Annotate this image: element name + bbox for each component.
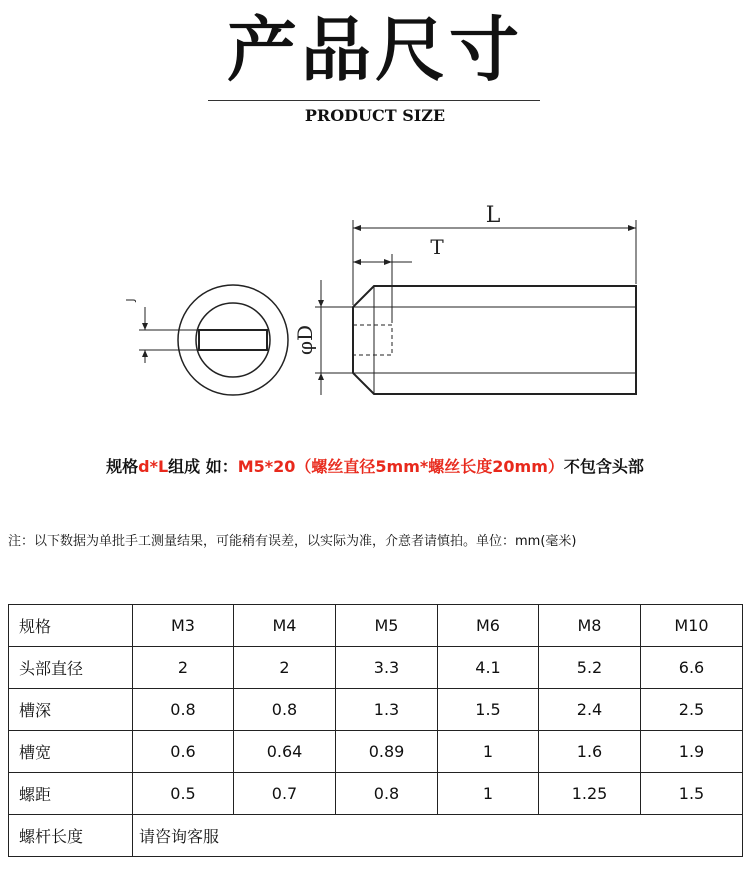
table-cell: 0.64 — [234, 731, 336, 773]
end-view-outer-circle — [178, 285, 288, 395]
table-row — [9, 689, 743, 731]
dimension-label-t: T — [430, 235, 444, 259]
dimension-label-j: J — [124, 298, 137, 302]
screw-dimension-diagram — [0, 190, 750, 410]
table-header-cell: M8 — [539, 605, 641, 647]
table-cell: 2.4 — [539, 689, 641, 731]
table-row — [9, 647, 743, 689]
table-header-row — [9, 605, 743, 647]
spec-code: d*L — [138, 457, 169, 476]
table-header-cell: M5 — [336, 605, 438, 647]
table-cell: 2 — [133, 647, 234, 689]
table-header-cell: M6 — [438, 605, 539, 647]
spec-middle: 组成 如： — [168, 457, 238, 476]
title-divider — [208, 100, 540, 101]
table-cell: 3.3 — [336, 647, 438, 689]
table-cell: 2.5 — [641, 689, 743, 731]
table-row-label: 螺距 — [9, 773, 133, 815]
table-cell: 1.5 — [438, 689, 539, 731]
dimension-label-d: φD — [293, 324, 317, 356]
table-header-cell: M4 — [234, 605, 336, 647]
table-cell: 1.25 — [539, 773, 641, 815]
spec-suffix: 不包含头部 — [563, 457, 644, 476]
side-view-outline — [353, 286, 636, 394]
table-row — [9, 773, 743, 815]
table-cell: 5.2 — [539, 647, 641, 689]
table-row — [9, 731, 743, 773]
table-cell: 0.5 — [133, 773, 234, 815]
table-cell: 1 — [438, 773, 539, 815]
spec-example: M5*20（螺丝直径5mm*螺丝长度20mm） — [237, 457, 564, 476]
table-cell: 4.1 — [438, 647, 539, 689]
page-title: 产品尺寸 — [227, 8, 523, 91]
table-cell: 1.6 — [539, 731, 641, 773]
table-cell: 0.6 — [133, 731, 234, 773]
table-cell: 0.8 — [133, 689, 234, 731]
page-subtitle: PRODUCT SIZE — [304, 106, 446, 125]
spec-format-line — [0, 456, 750, 478]
table-footer-row — [9, 815, 743, 857]
measurement-note: 注：以下数据为单批手工测量结果，可能稍有误差，以实际为准，介意者请慎拍。单位：mm(毫米) — [8, 534, 577, 549]
table-header-cell: M3 — [133, 605, 234, 647]
size-table — [8, 604, 743, 857]
table-cell: 0.8 — [234, 689, 336, 731]
table-header-cell: M10 — [641, 605, 743, 647]
table-cell: 0.8 — [336, 773, 438, 815]
table-row-label: 头部直径 — [9, 647, 133, 689]
table-cell: 6.6 — [641, 647, 743, 689]
end-view-slot — [199, 330, 267, 350]
table-cell: 2 — [234, 647, 336, 689]
end-view-inner-circle — [196, 303, 270, 377]
table-header-cell: 规格 — [9, 605, 133, 647]
table-cell: 1.5 — [641, 773, 743, 815]
table-cell: 1.3 — [336, 689, 438, 731]
table-row-label: 槽宽 — [9, 731, 133, 773]
dimension-label-l: L — [485, 203, 501, 228]
table-row-label: 螺杆长度 — [9, 815, 133, 857]
table-cell: 0.7 — [234, 773, 336, 815]
table-cell: 0.89 — [336, 731, 438, 773]
table-cell: 1 — [438, 731, 539, 773]
contact-service-cell: 请咨询客服 — [133, 815, 743, 857]
spec-prefix: 规格 — [106, 457, 139, 476]
table-row-label: 槽深 — [9, 689, 133, 731]
table-cell: 1.9 — [641, 731, 743, 773]
